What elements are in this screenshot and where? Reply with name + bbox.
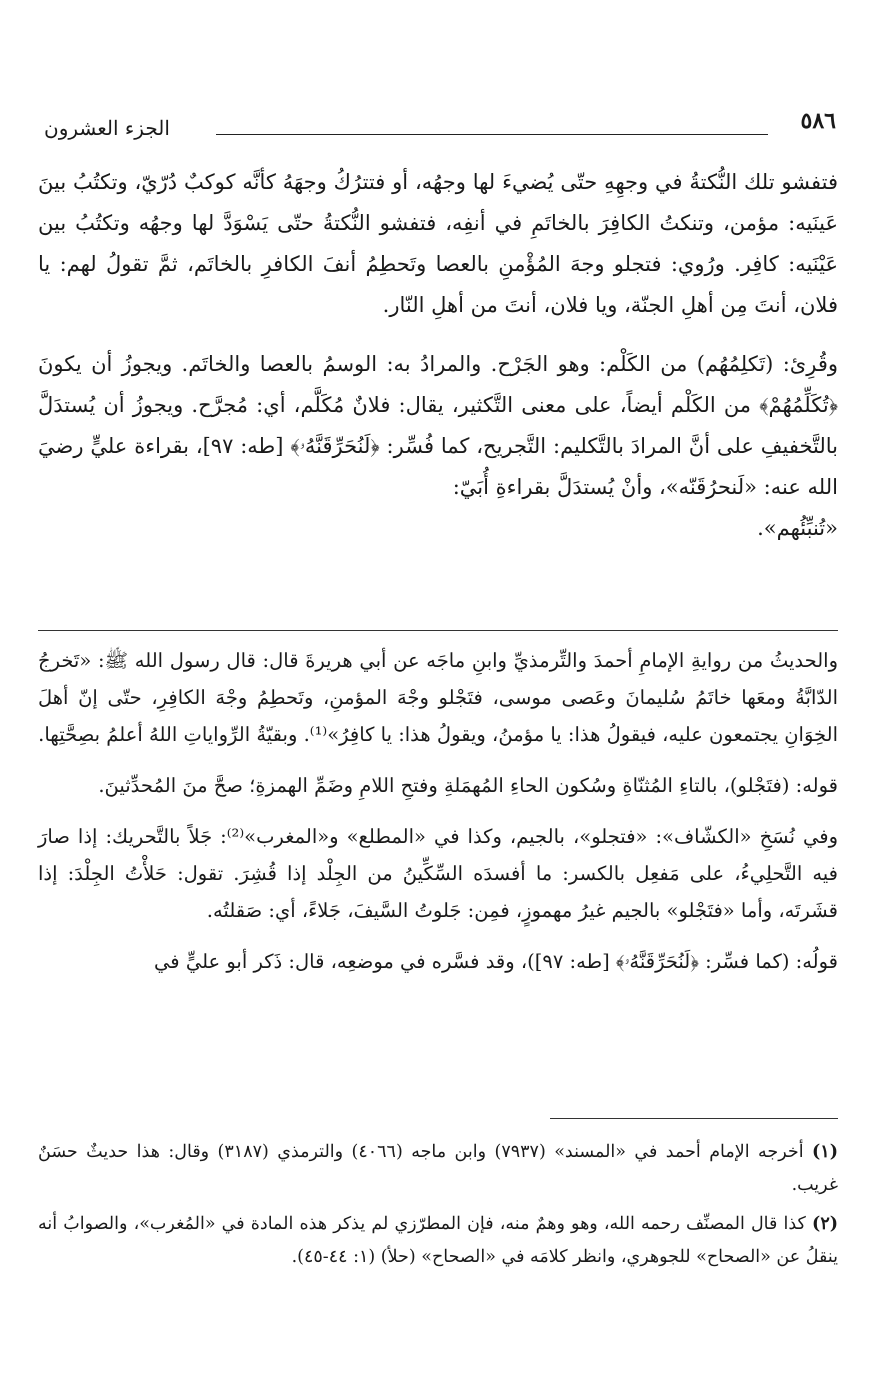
commentary-paragraph-3: وفي نُسَخِ «الكشّاف»: «فتجلو»، بالجيم، وكذا في «المطلع» و«المغرب»⁽²⁾: جَلاً بالتَّحريك: إذا صارَ فيه التَّحلِيءُ، على مَفعِل بالكسر: ما أفسدَه السِّكِّينُ من الجِلْد إذا قُشِرَ. تقول: حَلأْتُ الجِلْدَ: إذا قشَرتَه، وأما «فتَجْلو» بالجيم غيرُ مهموزٍ، فمِن: جَلوتُ السَّيفَ، جَلاءً، أي: صَقلتُه.	[38, 825, 839, 922]
header-rule	[216, 134, 768, 135]
footnote-1-number: (١)	[812, 1142, 838, 1162]
commentary-text	[38, 642, 838, 994]
footnote-1	[38, 1136, 838, 1202]
footnote-2-text: كذا قال المصنِّف رحمه الله، وهو وهمٌ منه، فإن المطرّزي لم يذكر هذه المادة في «المُغرب»، والصوابُ أنه ينقلُ عن «الصحاح» للجوهري، وانظر كلامَه في «الصحاح» (حلأ) (١: ٤٤-٤٥).	[38, 1214, 838, 1267]
main-paragraph-2: وقُرِئ: (تَكلِمُهُم) من الكَلْم: وهو الجَرْح. والمرادُ به: الوسمُ بالعصا والخاتَم. ويجوزُ أن يكونَ ﴿تُكَلِّمُهُمْ﴾ من الكَلْم أيضاً، على معنى التَّكثير، يقال: فلانٌ مُكَلَّم، أي: مُجرَّح. ويجوزُ أن يُستدَلَّ بالتَّخفيفِ على أنَّ المرادَ بالتَّكليم: التَّجريح، كما فُسِّر: ﴿لَنُحَرِّقَنَّهُۥ﴾ [طه: ٩٧]، بقراءة عليٍّ رضيَ الله عنه: «لَنحرُقَنّه»، وأنْ يُستدَلَّ بقراءةِ أُبَيّ:	[38, 352, 838, 499]
main-commentary-divider	[38, 630, 838, 631]
commentary-paragraph-1: والحديثُ من روايةِ الإمامِ أحمدَ والتِّرمذيِّ وابنِ ماجَه عن أبي هريرةَ قال: قال رسول الله ﷺ: «تَخرجُ الدّابَّةُ ومعَها خاتَمُ سُليمانَ وعَصى موسى، فتَجْلو وجْهَ المؤمنِ، وتَحطِمُ وجْهَ الكافِرِ، حتّى إنّ أهلَ الخِوَانِ يجتمعون عليه، فيقولُ هذا: يا مؤمنُ، ويقولُ هذا: يا كافِرُ»⁽¹⁾. وبقيّةُ الرِّواياتِ اللهُ أعلمُ بصِحَّتِها.	[38, 649, 838, 746]
main-text	[38, 162, 838, 549]
footnote-rule	[550, 1118, 838, 1119]
main-paragraph-1: فتفشو تلك النُّكتةُ في وجهِهِ حتّى يُضيءَ لها وجهُه، أو فتترُكُ وجهَهُ كأنَّه كوكبٌ دُرّيّ، وتكتُبُ بينَ عَينَيه: مؤمن، وتنكتُ الكافِرَ بالخاتَمِ في أنفِه، فتفشو النُّكتةُ حتّى يَسْوَدَّ لها وجهُه وتكتُبُ بين عَيْنَيه: كافِر. ورُوي: فتجلو وجهَ المُؤْمنِ بالعصا وتَحطِمُ أنفَ الكافرِ بالخاتَم، ثمَّ تقولُ لهم: يا فلان، أنتَ مِن أهلِ الجنّة، ويا فلان، أنتَ من أهلِ النّار.	[38, 170, 838, 317]
commentary-paragraph-4: قولُه: (كما فسِّر: ﴿لَنُحَرِّقَنَّهُۥ﴾ [طه: ٩٧])، وقد فسَّره في موضعِه، قال: ذَكر أبو عليٍّ في	[154, 950, 838, 973]
footnotes	[38, 1136, 838, 1280]
running-header	[38, 108, 838, 148]
part-title: الجزء العشرون	[44, 116, 170, 140]
commentary-paragraph-2: قوله: (فتَجْلو)، بالتاءِ المُثنّاةِ وسُكون الحاءِ المُهمَلةِ وفتحِ اللامِ وضَمِّ الهمزةِ؛ صحَّ منَ المُحدِّثينَ.	[98, 774, 838, 797]
footnote-2-number: (٢)	[812, 1214, 838, 1234]
footnote-2	[38, 1208, 838, 1274]
main-paragraph-2-end: «تُنبِّئُهم».	[757, 516, 838, 540]
footnote-1-text: أخرجه الإمام أحمد في «المسند» (٧٩٣٧) وابن ماجه (٤٠٦٦) والترمذي (٣١٨٧) وقال: هذا حديثٌ حسَنٌ غريب.	[38, 1142, 838, 1195]
page-number: ٥٨٦	[800, 108, 836, 134]
